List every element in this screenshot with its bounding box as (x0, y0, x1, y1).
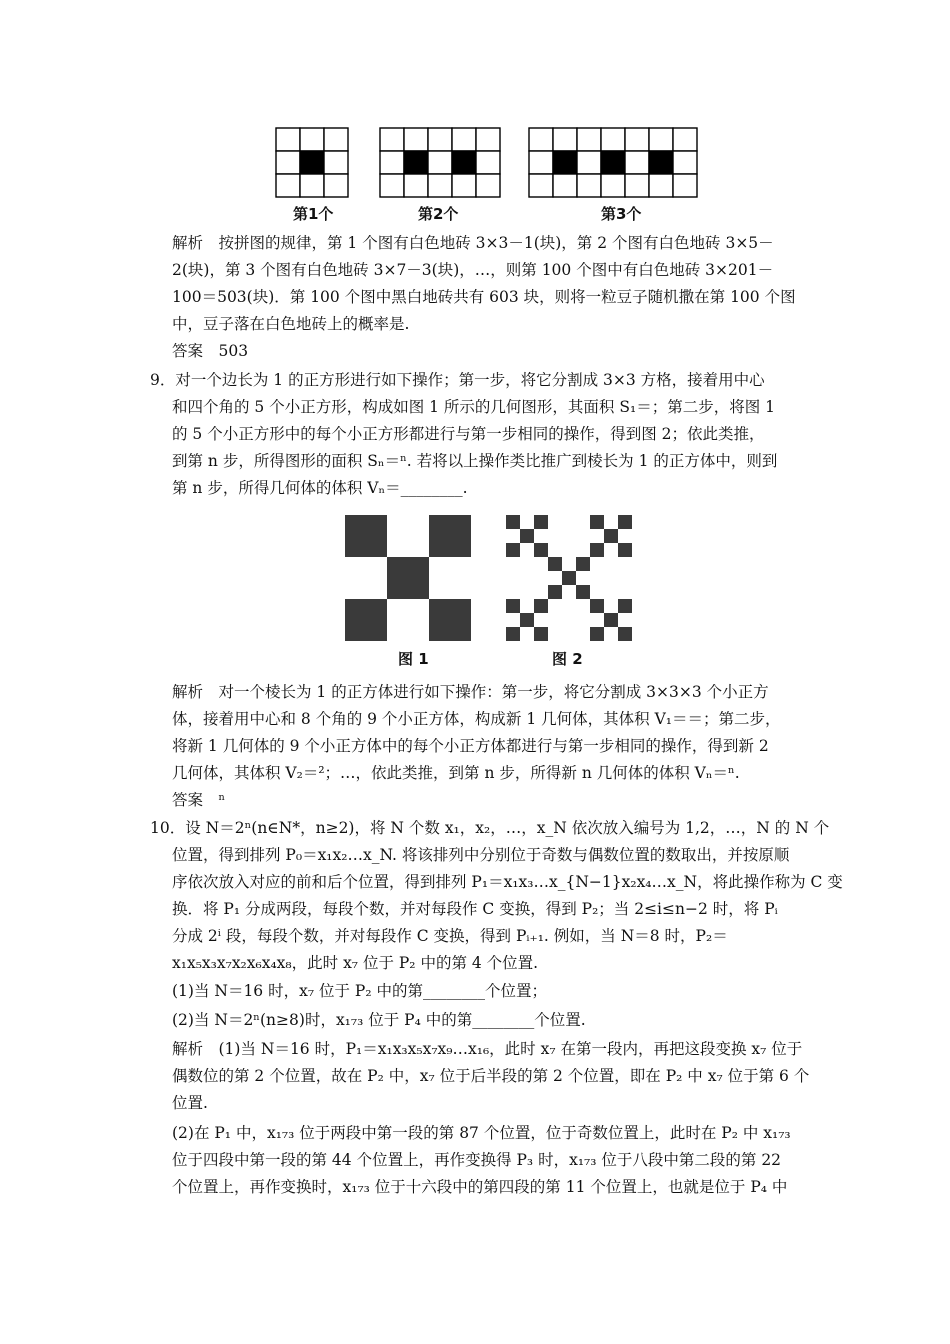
p10-analysis-line: 位置. (172, 1094, 208, 1112)
fractal-cell (506, 515, 520, 529)
fractal-cell (604, 529, 618, 543)
p9-question-line: 9．对一个边长为 1 的正方形进行如下操作；第一步，将它分割成 3×3 方格，接着用中心 (150, 371, 765, 389)
fractal-cell (506, 599, 520, 613)
p9-analysis-line: 几何体，其体积 V₂＝²；…，依此类推，到第 n 步，所得新 n 几何体的体积 Vₙ＝ⁿ. (172, 764, 740, 782)
fractal-figure-1 (345, 515, 471, 641)
fractal-figure-2 (506, 515, 632, 641)
p10-analysis-line: 偶数位的第 2 个位置，故在 P₂ 中，x₇ 位于后半段的第 2 个位置，即在 P₂ 中 x₇ 位于第 6 个 (172, 1067, 810, 1085)
tile-label-2: 第2个 (418, 205, 459, 223)
fractal-cell (604, 613, 618, 627)
fractal-cell (590, 515, 604, 529)
fractal-cell (618, 599, 632, 613)
p9-question-line: 的 5 个小正方形中的每个小正方形都进行与第一步相同的操作，得到图 2；依此类推， (172, 425, 765, 443)
fractal-label-2: 图 2 (552, 650, 583, 668)
fractal-cell (576, 557, 590, 571)
fractal-cell (590, 543, 604, 557)
fractal-cell (506, 543, 520, 557)
p10-subquestion-2: (2)当 N＝2ⁿ(n≥8)时，x₁₇₃ 位于 P₄ 中的第________个位置. (172, 1011, 586, 1029)
fractal-cell (548, 557, 562, 571)
fractal-cell (534, 599, 548, 613)
p9-analysis-line: 体，接着用中心和 8 个角的 9 个小正方体，构成新 1 几何体，其体积 V₁＝＝；第二步， (172, 710, 781, 728)
fractal-cell (562, 571, 576, 585)
fractal-cell (534, 627, 548, 641)
p10-analysis-line: 个位置上，再作变换时，x₁₇₃ 位于十六段中的第四段的第 11 个位置上，也就是位于 P₄ 中 (172, 1178, 788, 1196)
p10-question-line: 位置，得到排列 P₀＝x₁x₂…x_N. 将该排列中分别位于奇数与偶数位置的数取出，并按原顺 (172, 846, 790, 864)
p9-question-line: 到第 n 步，所得图形的面积 Sₙ＝ⁿ. 若将以上操作类比推广到棱长为 1 的正方体中，则到 (172, 452, 778, 470)
p10-subquestion-1: (1)当 N＝16 时，x₇ 位于 P₂ 中的第________个位置； (172, 982, 547, 1000)
tile-pattern-3 (528, 127, 700, 198)
p9-answer: 答案 ⁿ (172, 791, 226, 809)
tile-pattern-1 (275, 127, 351, 198)
fractal-cell (576, 585, 590, 599)
fractal-cell (618, 543, 632, 557)
p8-analysis-line: 中，豆子落在白色地砖上的概率是. (172, 315, 410, 333)
fractal-cell (520, 529, 534, 543)
p9-question-line: 和四个角的 5 个小正方形，构成如图 1 所示的几何图形，其面积 S₁＝；第二步，将图 1 (172, 398, 775, 416)
p8-analysis-line: 100＝503(块)．第 100 个图中黑白地砖共有 603 块，则将一粒豆子随机撒在第 100 个图 (172, 288, 796, 306)
tile-label-3: 第3个 (601, 205, 642, 223)
fractal-cell (590, 627, 604, 641)
p10-question-line: 分成 2ⁱ 段，每段个数，并对每段作 C 变换，得到 Pᵢ₊₁. 例如，当 N＝8 时，P₂＝ (172, 927, 728, 945)
p9-question-line: 第 n 步，所得几何体的体积 Vₙ＝________. (172, 479, 468, 497)
fractal-label-1: 图 1 (398, 650, 429, 668)
p8-analysis-line: 解析 按拼图的规律，第 1 个图有白色地砖 3×3－1(块)，第 2 个图有白色地砖 3×5－ (172, 234, 774, 252)
p10-question-line: 换．将 P₁ 分成两段，每段个数，并对每段作 C 变换，得到 P₂；当 2≤i≤n−2 时，将 Pᵢ (172, 900, 778, 918)
p10-analysis-line: 位于四段中第一段的第 44 个位置上，再作变换得 P₃ 时，x₁₇₃ 位于八段中第二段的第 22 (172, 1151, 782, 1169)
p10-analysis-line: (2)在 P₁ 中，x₁₇₃ 位于两段中第一段的第 87 个位置，位于奇数位置上，此时在 P₂ 中 x₁₇₃ (172, 1124, 791, 1142)
p8-analysis-line: 2(块)，第 3 个图有白色地砖 3×7－3(块)，…，则第 100 个图中有白色地砖 3×201－ (172, 261, 774, 279)
fractal-cell (590, 599, 604, 613)
p9-analysis-line: 将新 1 几何体的 9 个小正方体中的每个小正方体都进行与第一步相同的操作，得到新 2 (172, 737, 769, 755)
fractal-cell (534, 515, 548, 529)
p10-question-line: 10．设 N＝2ⁿ(n∈N*，n≥2)，将 N 个数 x₁，x₂，…，x_N 依次放入编号为 1,2，…，N 的 N 个 (150, 819, 830, 837)
p10-analysis-line: 解析 (1)当 N＝16 时，P₁＝x₁x₃x₅x₇x₉…x₁₆，此时 x₇ 在第一段内，再把这段变换 x₇ 位于 (172, 1040, 803, 1058)
p10-question-line: x₁x₅x₃x₇x₂x₆x₄x₈，此时 x₇ 位于 P₂ 中的第 4 个位置. (172, 954, 539, 972)
fractal-cell (618, 627, 632, 641)
p9-analysis-line: 解析 对一个棱长为 1 的正方体进行如下操作：第一步，将它分割成 3×3×3 个小正方 (172, 683, 769, 701)
fractal-cell (506, 627, 520, 641)
tile-pattern-2 (379, 127, 503, 198)
p8-answer: 答案 503 (172, 342, 249, 360)
tile-label-1: 第1个 (293, 205, 334, 223)
fractal-cell (618, 515, 632, 529)
p10-question-line: 序依次放入对应的前和后个位置，得到排列 P₁＝x₁x₃…x_{N−1}x₂x₄…x_N，将此操作称为 C 变 (172, 873, 843, 891)
fractal-cell (520, 613, 534, 627)
fractal-cell (548, 585, 562, 599)
fractal-cell (534, 543, 548, 557)
